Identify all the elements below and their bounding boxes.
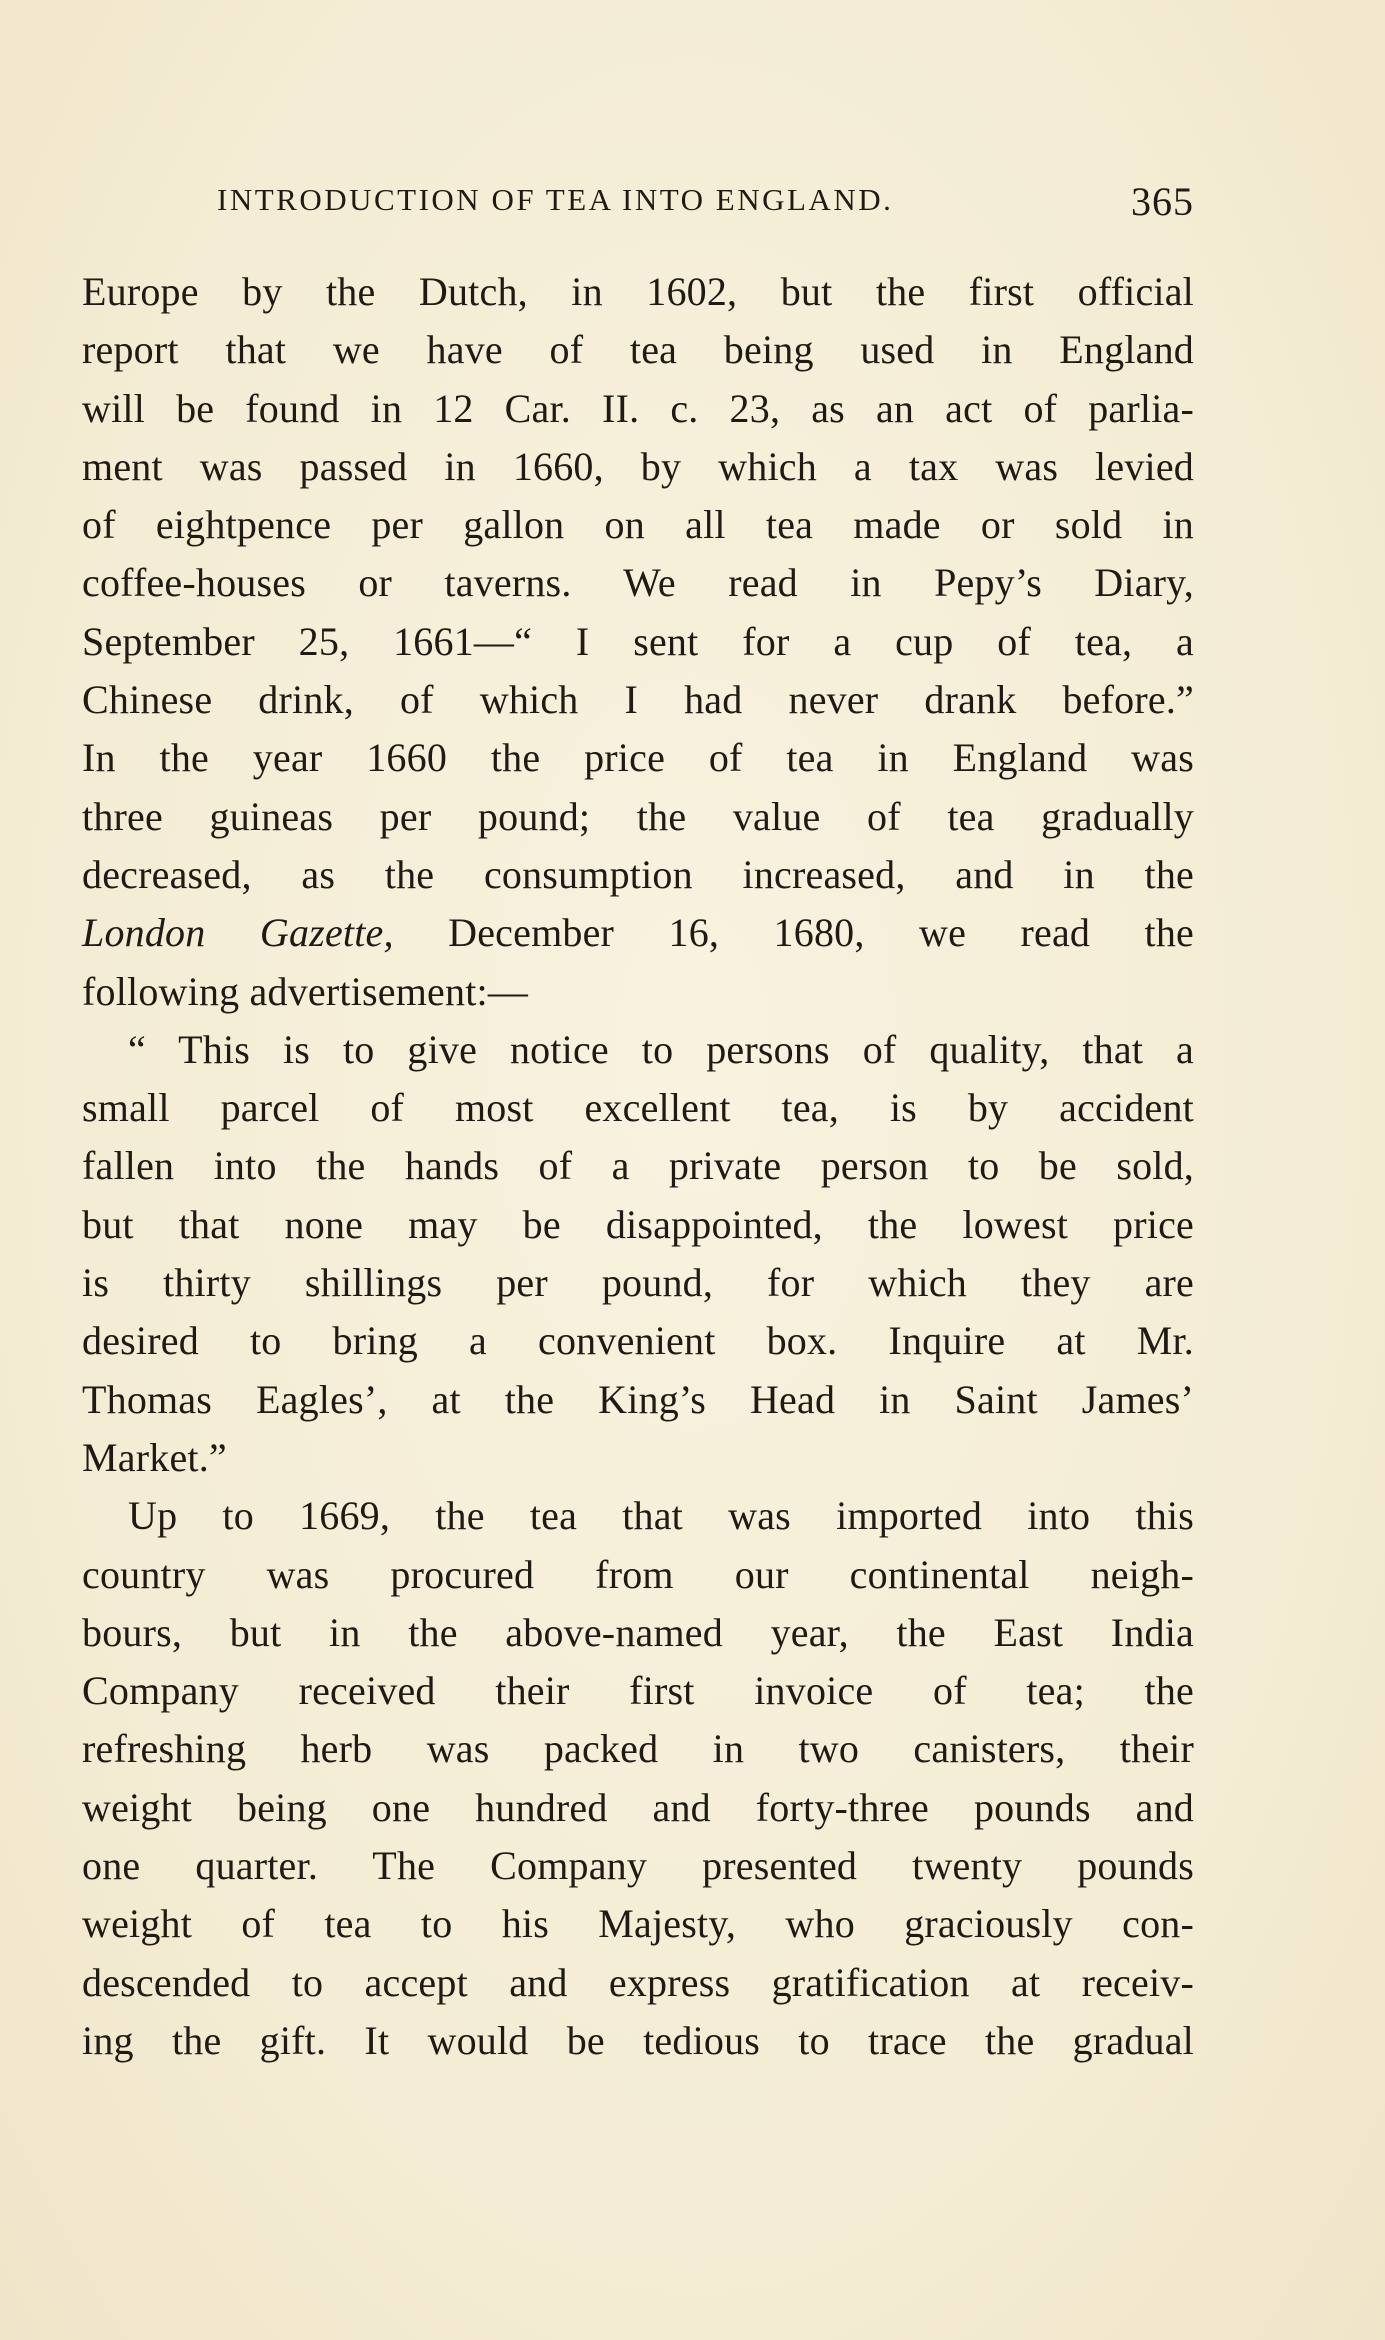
text-line: decreased, as the consumption increased, and in the bbox=[82, 851, 1194, 897]
text-line: In the year 1660 the price of tea in England was bbox=[82, 735, 1194, 781]
text-line-gazette bbox=[82, 904, 1194, 962]
text-line: Market.” bbox=[82, 1434, 227, 1480]
text-line: weight of tea to his Majesty, who graciously con- bbox=[82, 1901, 1194, 1947]
text-line: ment was passed in 1660, by which a tax was levied bbox=[82, 443, 1194, 489]
text-line: ing the gift. It would be tedious to trace the gradual bbox=[82, 2017, 1194, 2063]
text-line: report that we have of tea being used in England bbox=[82, 327, 1194, 373]
page-number: 365 bbox=[1131, 179, 1194, 224]
text-line: refreshing herb was packed in two canisters, their bbox=[82, 1726, 1194, 1772]
body-text bbox=[82, 263, 1194, 2070]
text-line: country was procured from our continental neigh- bbox=[82, 1551, 1194, 1597]
publication-title: London Gazette, bbox=[82, 910, 394, 956]
text-line: Europe by the Dutch, in 1602, but the first official bbox=[82, 269, 1194, 314]
text-line: three guineas per pound; the value of tea gradually bbox=[82, 793, 1194, 839]
text-line: of eightpence per gallon on all tea made or sold in bbox=[82, 502, 1194, 548]
text-line: September 25, 1661—“ I sent for a cup of tea, a bbox=[82, 618, 1194, 664]
text-line: Thomas Eagles’, at the King’s Head in Saint James’ bbox=[82, 1376, 1194, 1422]
text-line: Chinese drink, of which I had never drank before.” bbox=[82, 677, 1194, 723]
text-line: coffee-houses or taverns. We read in Pepy’s Diary, bbox=[82, 560, 1194, 606]
text-line: Up to 1669, the tea that was imported into this bbox=[128, 1493, 1194, 1539]
text-line: “ This is to give notice to persons of quality, that a bbox=[128, 1026, 1194, 1072]
text-line: will be found in 12 Car. II. c. 23, as an act of parlia- bbox=[82, 385, 1194, 431]
text-line: one quarter. The Company presented twenty pounds bbox=[82, 1843, 1194, 1889]
text-line-rest: December 16, 1680, we read the bbox=[393, 910, 1195, 956]
text-line: desired to bring a convenient box. Inquire at Mr. bbox=[82, 1318, 1194, 1364]
text-line: weight being one hundred and forty-three pounds and bbox=[82, 1784, 1194, 1830]
text-line: but that none may be disappointed, the lowest price bbox=[82, 1201, 1194, 1247]
text-line: descended to accept and express gratification at receiv- bbox=[82, 1959, 1194, 2005]
running-title: INTRODUCTION OF TEA INTO ENGLAND. bbox=[217, 182, 894, 217]
text-line: small parcel of most excellent tea, is by accident bbox=[82, 1085, 1194, 1131]
text-line: is thirty shillings per pound, for which they are bbox=[82, 1260, 1194, 1306]
text-line: fallen into the hands of a private person to be sold, bbox=[82, 1143, 1194, 1189]
text-line: Company received their first invoice of tea; the bbox=[82, 1668, 1194, 1714]
text-line: bours, but in the above-named year, the East India bbox=[82, 1609, 1194, 1655]
text-line: following advertisement:— bbox=[82, 968, 529, 1014]
running-header bbox=[82, 178, 1194, 230]
